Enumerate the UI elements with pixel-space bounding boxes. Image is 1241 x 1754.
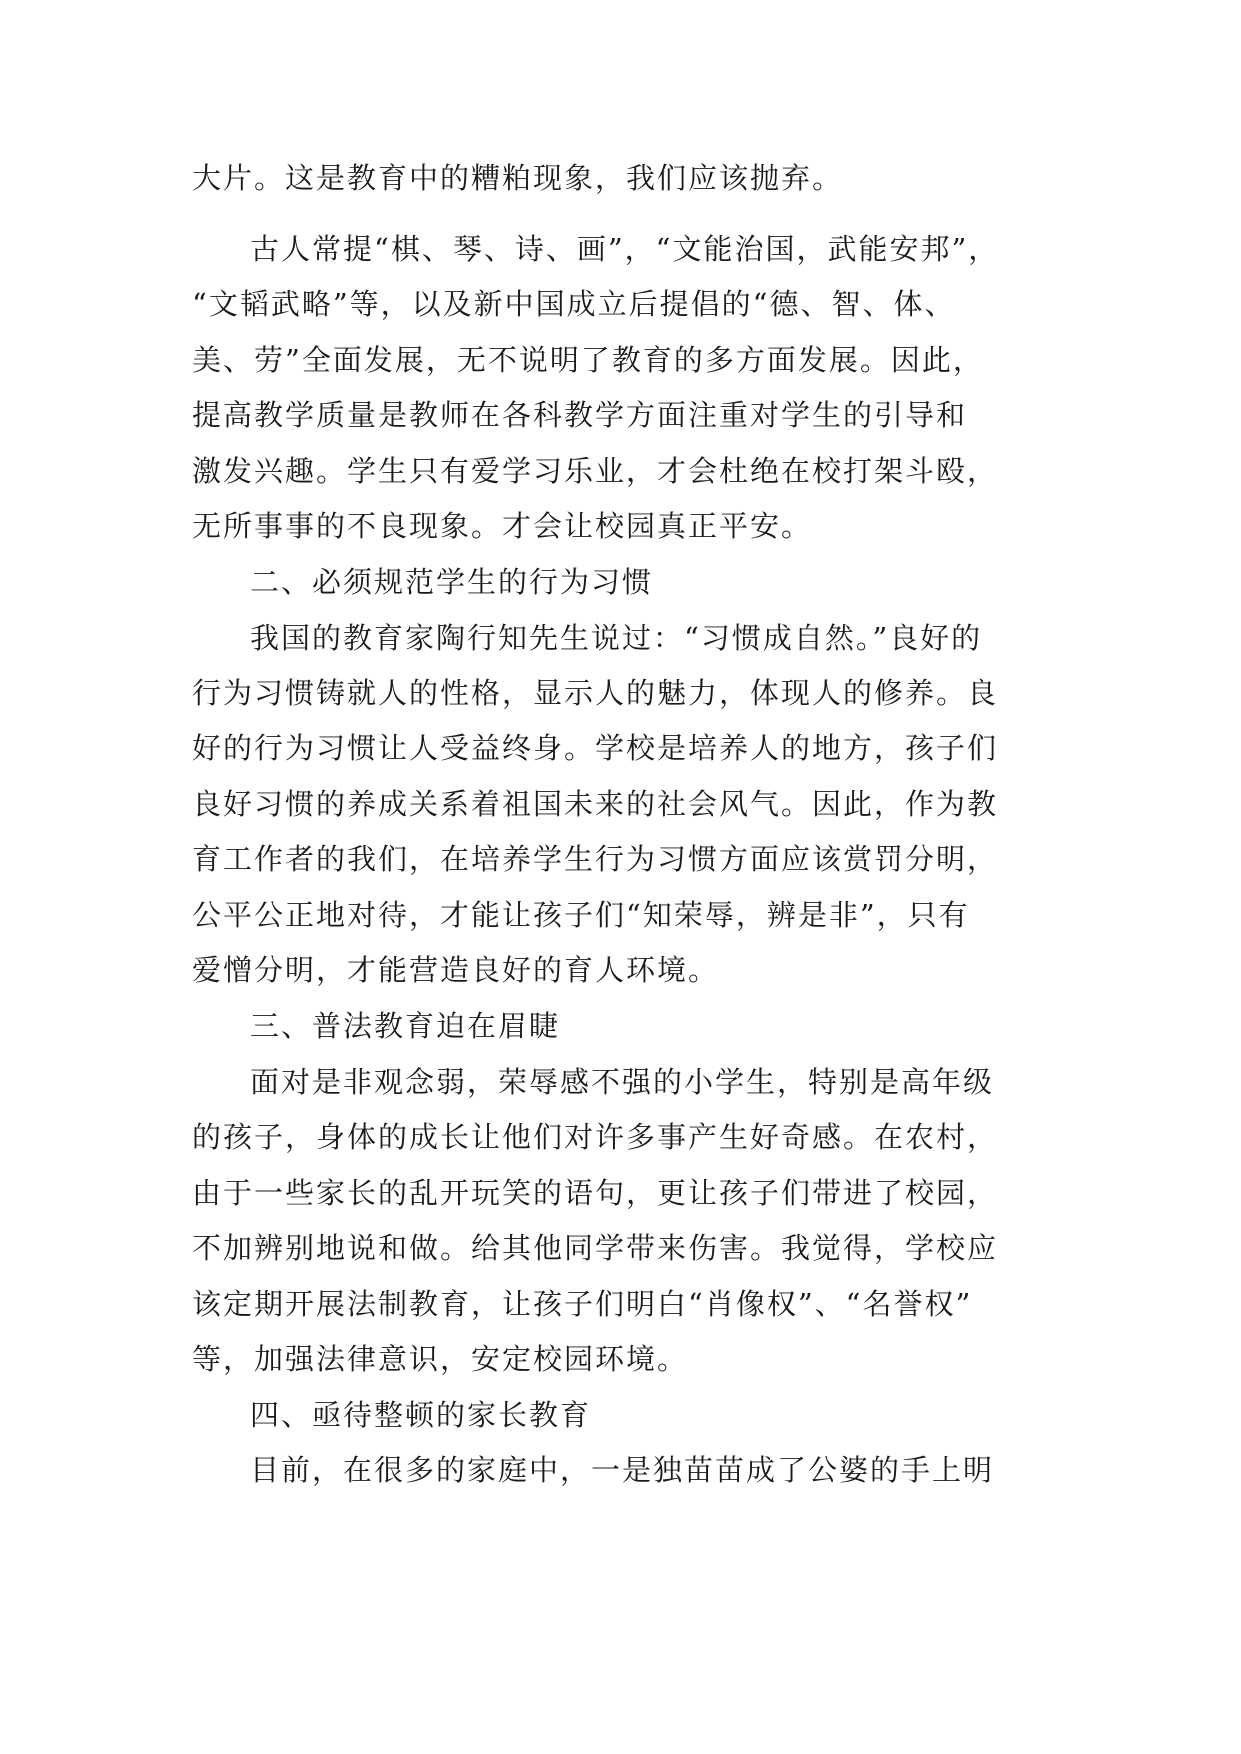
section-heading: 三、普法教育迫在眉睫 <box>250 1009 561 1043</box>
body-line: 好的行为习惯让人受益终身。学校是培养人的地方，孩子们 <box>192 731 999 765</box>
body-line: 不加辨别地说和做。给其他同学带来伤害。我觉得，学校应 <box>192 1231 999 1265</box>
body-line: 激发兴趣。学生只有爱学习乐业，才会杜绝在校打架斗殴， <box>192 454 999 488</box>
body-line: 美、劳”全面发展，无不说明了教育的多方面发展。因此， <box>192 343 984 377</box>
body-line: 育工作者的我们，在培养学生行为习惯方面应该赏罚分明， <box>192 842 999 876</box>
body-line: 的孩子，身体的成长让他们对许多事产生好奇感。在农村， <box>192 1120 999 1154</box>
body-line: 我国的教育家陶行知先生说过：“习惯成自然。”良好的 <box>250 621 983 655</box>
section-heading: 四、亟待整顿的家长教育 <box>250 1398 592 1432</box>
section-heading: 二、必须规范学生的行为习惯 <box>250 565 654 599</box>
body-line: 爱憎分明，才能营造良好的育人环境。 <box>192 953 720 987</box>
body-line: 由于一些家长的乱开玩笑的语句，更让孩子们带进了校园， <box>192 1176 999 1210</box>
body-line: 等，加强法律意识，安定校园环境。 <box>192 1342 689 1376</box>
body-line: 目前，在很多的家庭中，一是独苗苗成了公婆的手上明 <box>250 1453 995 1487</box>
body-line: 无所事事的不良现象。才会让校园真正平安。 <box>192 509 813 543</box>
body-line: 行为习惯铸就人的性格，显示人的魅力，体现人的修养。良 <box>192 676 999 710</box>
body-line: 良好习惯的养成关系着祖国未来的社会风气。因此，作为教 <box>192 787 999 821</box>
body-line: 面对是非观念弱，荣辱感不强的小学生，特别是高年级 <box>250 1065 995 1099</box>
body-line: 古人常提“棋、琴、诗、画”，“文能治国，武能安邦”， <box>250 232 1000 266</box>
body-line: 提高教学质量是教师在各科教学方面注重对学生的引导和 <box>192 398 968 432</box>
body-line: 该定期开展法制教育，让孩子们明白“肖像权”、“名誉权” <box>192 1287 973 1321</box>
body-line: 公平公正地对待，才能让孩子们“知荣辱，辨是非”，只有 <box>192 898 970 932</box>
body-line: “文韬武略”等，以及新中国成立后提倡的“德、智、体、 <box>192 287 956 321</box>
body-line: 大片。这是教育中的糟粕现象，我们应该抛弃。 <box>192 161 844 195</box>
